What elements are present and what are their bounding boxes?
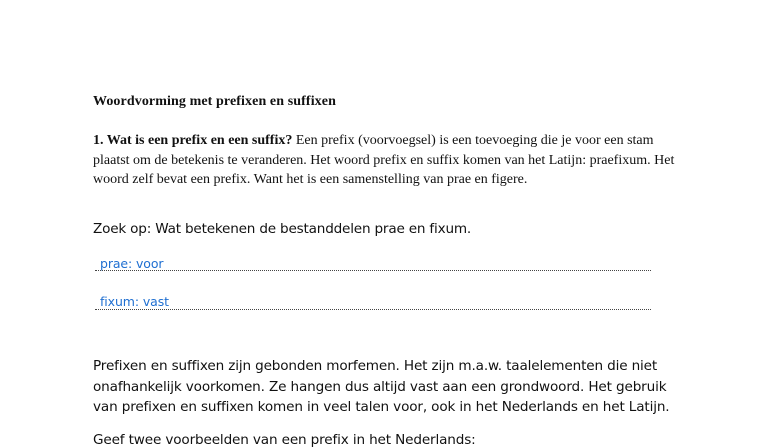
question-1-text: Een prefix (voorvoegsel) is een toevoeging die je voor een stam plaatst om de betekenis te veranderen. Het woord prefix en suffix komen van het Latijn: praefixum. Het woord zelf bevat een prefix. Want het is een samenstelling van prae en figere. <box>93 133 675 187</box>
document-heading: Woordvorming met prefixen en suffixen <box>93 94 336 109</box>
answer-fixum[interactable]: fixum: vast <box>100 294 169 309</box>
answer-prae[interactable]: prae: voor <box>100 256 164 271</box>
morphemes-paragraph: Prefixen en suffixen zijn gebonden morfemen. Het zijn m.a.w. taalelementen die niet onafhankelijk voorkomen. Ze hangen dus altijd vast aan een grondwoord. Het gebruik van prefixen en suffixen komen in veel talen voor, ook in het Nederlands en het Latijn. <box>93 358 670 415</box>
answer-line-2 <box>95 309 651 310</box>
answer-line-1 <box>95 270 651 271</box>
question-1-paragraph <box>93 131 693 190</box>
prefix-examples-prompt: Geef twee voorbeelden van een prefix in het Nederlands: <box>93 432 476 448</box>
lookup-prompt: Zoek op: Wat betekenen de bestanddelen prae en fixum. <box>93 221 472 237</box>
question-1-label: 1. Wat is een prefix en een suffix? <box>93 133 293 148</box>
